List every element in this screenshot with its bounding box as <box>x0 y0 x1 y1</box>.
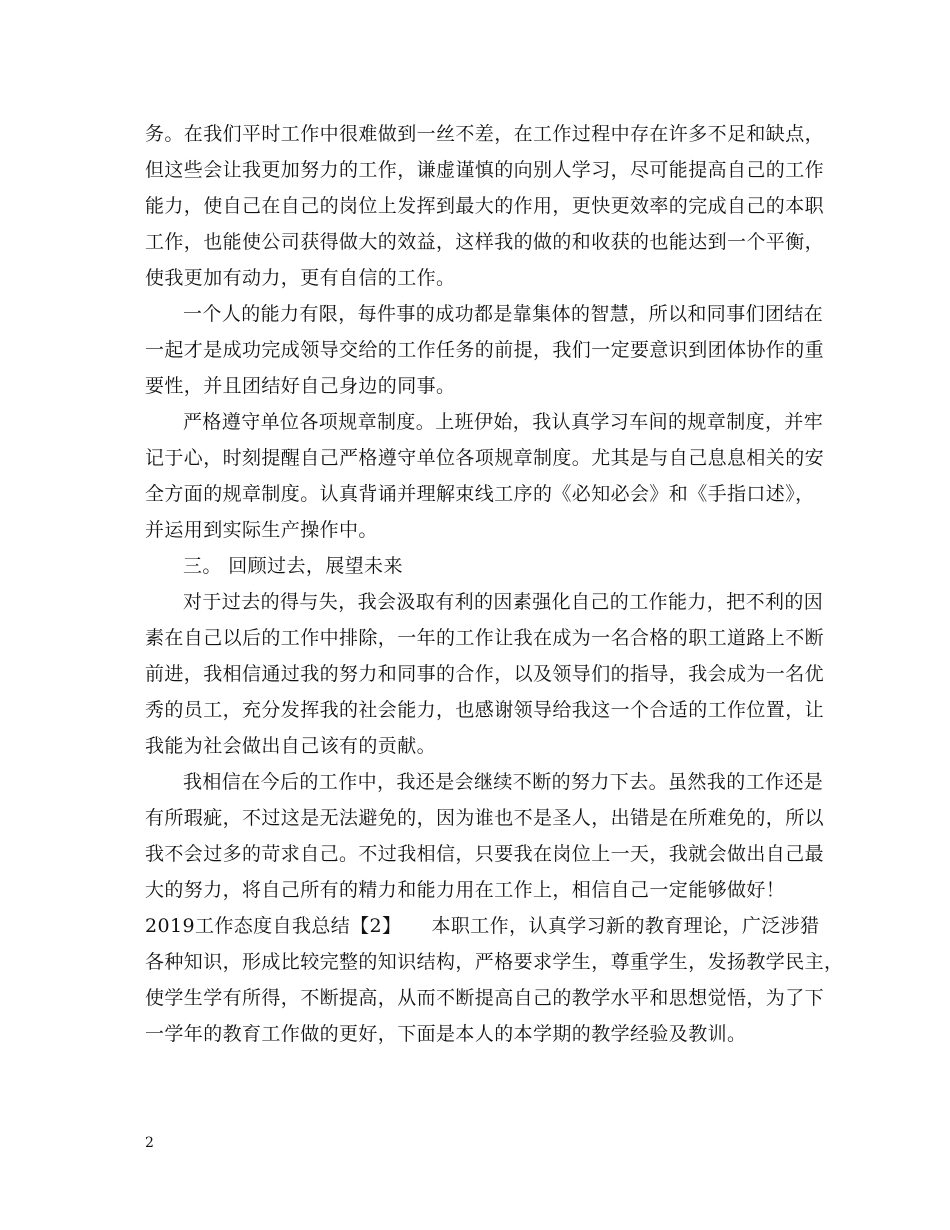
text-line: 秀的员工，充分发挥我的社会能力，也感谢领导给我这一个合适的工作位置，让 <box>145 699 825 721</box>
text-line: 工作，也能使公司获得做大的效益，这样我的做的和收获的也能达到一个平衡， <box>145 231 825 253</box>
text-line: 一起才是成功完成领导交给的工作任务的前提，我们一定要意识到团体协作的重 <box>145 339 825 361</box>
text-line: 我不会过多的苛求自己。不过我相信，只要我在岗位上一天，我就会做出自己最 <box>145 843 825 865</box>
text-line: 我能为社会做出自己该有的贡献。 <box>145 735 437 757</box>
article-heading: 2019工作态度自我总结【2】 <box>145 915 402 937</box>
text-line: 一个人的能力有限，每件事的成功都是靠集体的智慧，所以和同事们团结在 <box>183 303 824 325</box>
text-line: 有所瑕疵，不过这是无法避免的，因为谁也不是圣人，出错是在所难免的，所以 <box>145 807 825 829</box>
heading-line <box>145 914 820 938</box>
text-line: 素在自己以后的工作中排除，一年的工作让我在成为一名合格的职工道路上不断 <box>145 627 825 649</box>
page-number: 2 <box>145 1135 154 1151</box>
text-line: 大的努力，将自己所有的精力和能力用在工作上，相信自己一定能够做好！ <box>145 879 786 901</box>
text-line: 使学生学有所得，不断提高，从而不断提高自己的教学水平和思想觉悟，为了下 <box>145 987 825 1009</box>
text-line: 能力，使自己在自己的岗位上发挥到最大的作用，更快更效率的完成自己的本职 <box>145 195 825 217</box>
text-line: 全方面的规章制度。认真背诵并理解束线工序的《必知必会》和《手指口述》， <box>145 483 815 505</box>
text-line: 我相信在今后的工作中，我还是会继续不断的努力下去。虽然我的工作还是 <box>183 771 824 793</box>
text-line: 对于过去的得与失，我会汲取有利的因素强化自己的工作能力，把不利的因 <box>183 591 824 613</box>
text-line: 严格遵守单位各项规章制度。上班伊始，我认真学习车间的规章制度，并牢 <box>183 411 824 433</box>
text-line: 要性，并且团结好自己身边的同事。 <box>145 375 456 397</box>
text-line: 务。在我们平时工作中很难做到一丝不差，在工作过程中存在许多不足和缺点， <box>145 123 825 145</box>
text-line: 并运用到实际生产操作中。 <box>145 519 378 541</box>
text-line: 前进，我相信通过我的努力和同事的合作，以及领导们的指导，我会成为一名优 <box>145 663 825 685</box>
section-heading: 三。 回顾过去，展望未来 <box>183 555 403 577</box>
text-line: 各种知识，形成比较完整的知识结构，严格要求学生，尊重学生，发扬教学民主， <box>145 951 844 973</box>
heading-tail-text: 本职工作，认真学习新的教育理论，广泛涉猎 <box>431 915 820 937</box>
text-line: 一学年的教育工作做的更好，下面是本人的本学期的教学经验及教训。 <box>145 1023 747 1045</box>
text-line: 使我更加有动力，更有自信的工作。 <box>145 267 456 289</box>
text-line: 记于心，时刻提醒自己严格遵守单位各项规章制度。尤其是与自己息息相关的安 <box>145 447 825 469</box>
text-line: 但这些会让我更加努力的工作，谦虚谨慎的向别人学习，尽可能提高自己的工作 <box>145 159 825 181</box>
